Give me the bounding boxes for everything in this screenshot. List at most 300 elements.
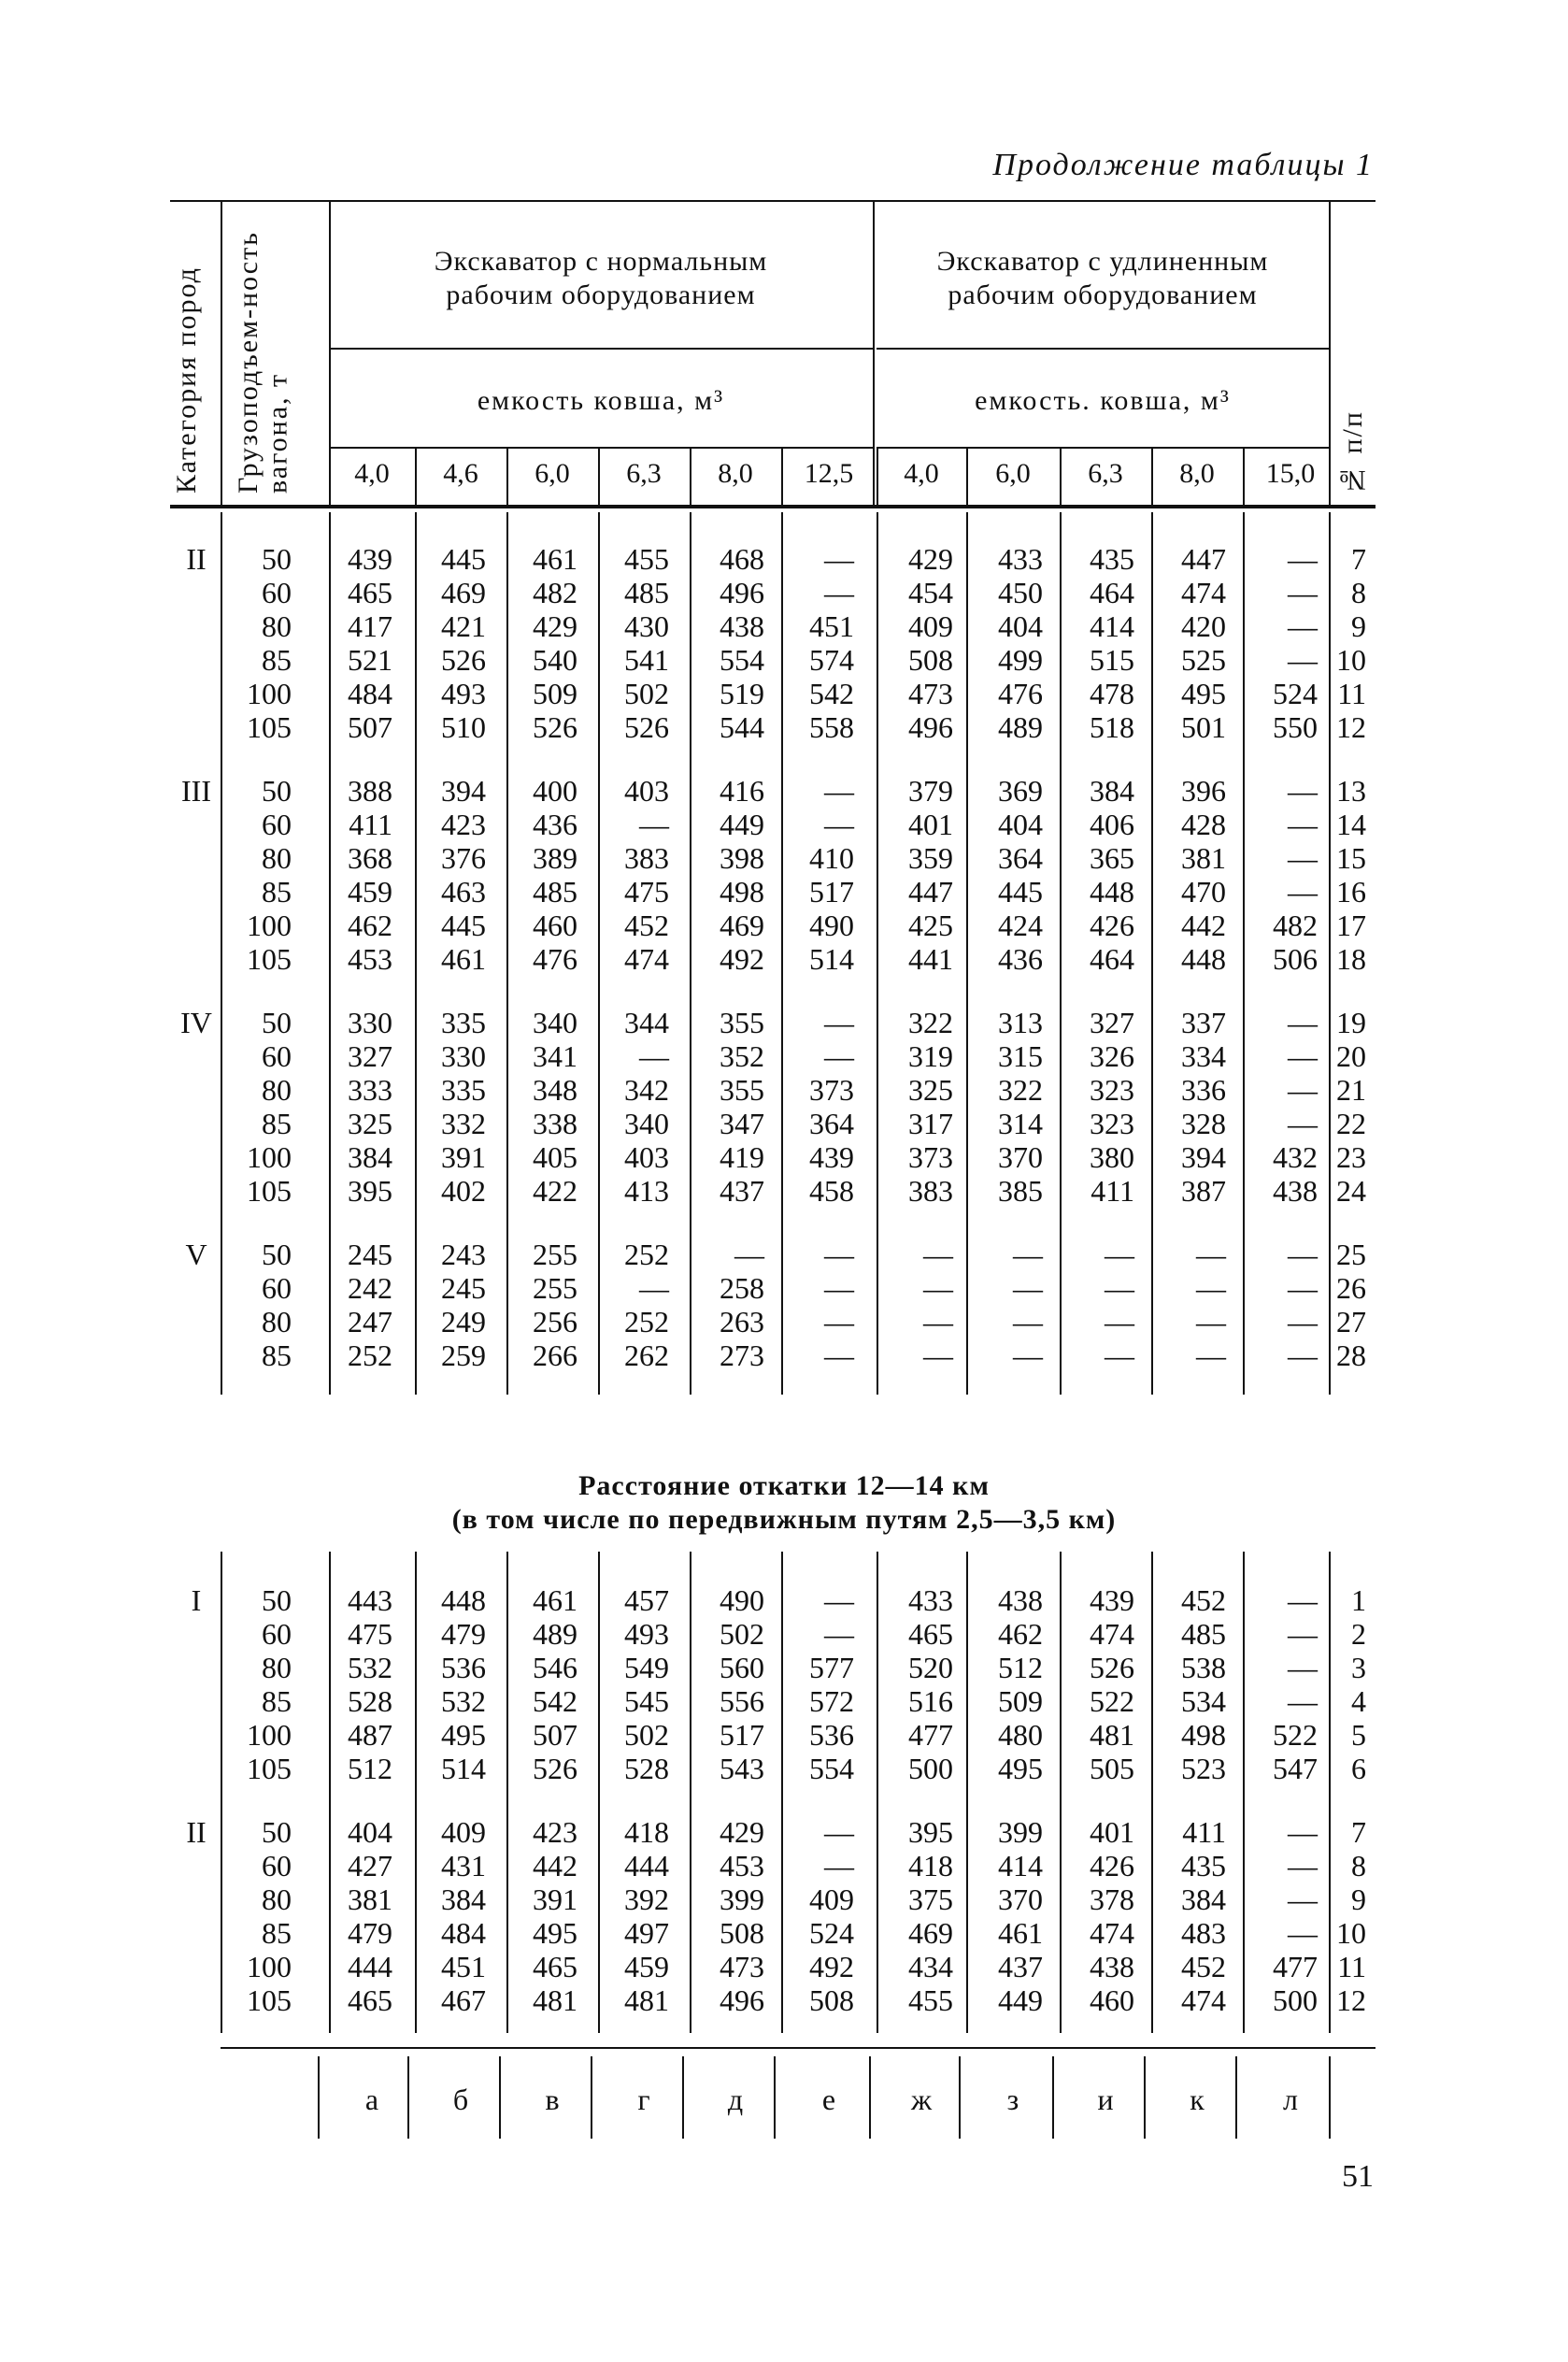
column-letter: е	[821, 2083, 836, 2116]
table-cell: 50	[262, 1238, 292, 1271]
table-cell: 482	[533, 576, 577, 609]
table-column	[690, 1238, 764, 1372]
table-cell: 480	[998, 1718, 1043, 1752]
table-cell: 341	[533, 1039, 577, 1073]
table-column	[1243, 1583, 1318, 1785]
table-cell: —	[923, 1338, 953, 1372]
table-cell: —	[1288, 1916, 1318, 1950]
table-cell: 7	[1351, 1815, 1366, 1849]
table-cell: 426	[1090, 1849, 1134, 1882]
table-cell: 100	[247, 1140, 292, 1174]
table-cell: 496	[720, 576, 764, 609]
table-cell: 326	[1090, 1039, 1134, 1073]
table-cell: —	[923, 1305, 953, 1338]
table-cell: 395	[348, 1174, 392, 1208]
table-cell: 496	[908, 710, 953, 744]
table-cell: 337	[1181, 1006, 1226, 1039]
table-cell: —	[1288, 609, 1318, 643]
table-cell: 550	[1273, 710, 1318, 744]
section-column-rule	[221, 1552, 222, 2033]
table-cell: 344	[624, 1006, 669, 1039]
column-letter: д	[727, 2083, 744, 2116]
table-cell: 502	[624, 677, 669, 710]
table-column	[1151, 542, 1226, 744]
column-letter: в	[545, 2083, 560, 2116]
table-cell: 447	[1181, 542, 1226, 576]
table-cell: 378	[1090, 1882, 1134, 1916]
table-cell: 542	[533, 1684, 577, 1718]
table-cell: 11	[1337, 1950, 1366, 1983]
table-cell: 474	[1181, 1983, 1226, 2017]
table-column	[1151, 1583, 1226, 1785]
table-cell: 467	[441, 1983, 486, 2017]
table-cell: 364	[809, 1107, 854, 1140]
table-cell: 50	[262, 1006, 292, 1039]
section-column-rule	[966, 1552, 968, 2033]
table-cell: 398	[720, 841, 764, 875]
section-column-rule	[781, 1552, 783, 2033]
table-column	[1319, 542, 1366, 744]
table-cell: —	[1288, 1815, 1318, 1849]
table-cell: —	[1105, 1305, 1134, 1338]
table-cell: 479	[348, 1916, 392, 1950]
table-cell: 325	[908, 1073, 953, 1107]
table-cell: 505	[1090, 1752, 1134, 1785]
table-cell: —	[1288, 1684, 1318, 1718]
column-letter: б	[452, 2083, 469, 2116]
table-column	[594, 542, 669, 744]
table-cell: 476	[533, 942, 577, 976]
rule-no	[1329, 200, 1331, 508]
table-cell: 400	[533, 774, 577, 808]
table-cell: —	[1105, 1338, 1134, 1372]
table-cell: —	[639, 808, 669, 841]
table-column	[779, 1583, 854, 1785]
table-cell: 532	[441, 1684, 486, 1718]
table-column	[878, 542, 953, 744]
section-column-rule	[598, 1552, 600, 2033]
table-cell: 502	[624, 1718, 669, 1752]
table-cell: 414	[1090, 609, 1134, 643]
header-number: № п/п	[1337, 410, 1368, 495]
sub-extended: емкость. ковша, м³	[975, 385, 1231, 416]
column-letter: з	[1006, 2083, 1019, 2116]
table-cell: 245	[348, 1238, 392, 1271]
table-cell: 100	[247, 677, 292, 710]
table-cell: 9	[1351, 609, 1366, 643]
table-cell: 409	[908, 609, 953, 643]
table-cell: 487	[348, 1718, 392, 1752]
table-cell: 464	[1090, 576, 1134, 609]
table-column	[217, 1238, 292, 1372]
table-cell: 481	[533, 1983, 577, 2017]
table-cell: 500	[908, 1752, 953, 1785]
section-column-rule	[877, 1552, 878, 2033]
table-cell: 340	[533, 1006, 577, 1039]
table-cell: 373	[809, 1073, 854, 1107]
table-cell: 379	[908, 774, 953, 808]
table-cell: 459	[624, 1950, 669, 1983]
table-cell: 319	[908, 1039, 953, 1073]
table-cell: 449	[720, 808, 764, 841]
table-cell: 23	[1336, 1140, 1366, 1174]
table-cell: 384	[1181, 1882, 1226, 1916]
table-cell: 462	[998, 1617, 1043, 1651]
table-cell: 401	[908, 808, 953, 841]
capacity-header-1: 4,6	[443, 458, 478, 489]
table-cell: 528	[348, 1684, 392, 1718]
table-cell: 381	[348, 1882, 392, 1916]
table-cell: 416	[720, 774, 764, 808]
table-column	[690, 1006, 764, 1208]
table-column	[1151, 1815, 1226, 2017]
table-cell: 327	[348, 1039, 392, 1073]
table-cell: 7	[1351, 542, 1366, 576]
table-cell: 105	[247, 1983, 292, 2017]
table-cell: 17	[1336, 909, 1366, 942]
table-cell: 510	[441, 710, 486, 744]
table-cell: 11	[1337, 677, 1366, 710]
table-cell: 441	[908, 942, 953, 976]
table-column	[968, 1583, 1043, 1785]
section-column-rule	[781, 512, 783, 1395]
table-cell: 524	[809, 1916, 854, 1950]
section-column-rule	[506, 1552, 508, 2033]
table-cell: 4	[1351, 1684, 1366, 1718]
table-cell: 479	[441, 1617, 486, 1651]
table-cell: 517	[720, 1718, 764, 1752]
header-rule-extended-sub	[877, 447, 1329, 449]
table-cell: 85	[262, 1916, 292, 1950]
rule-cat	[221, 200, 222, 508]
table-cell: 526	[533, 1752, 577, 1785]
table-cell: 385	[998, 1174, 1043, 1208]
table-cell: 427	[348, 1849, 392, 1882]
table-cell: 432	[1273, 1140, 1318, 1174]
table-cell: 439	[1090, 1583, 1134, 1617]
table-cell: 50	[262, 1815, 292, 1849]
table-cell: 60	[262, 808, 292, 841]
table-column	[779, 1238, 854, 1372]
table-cell: 473	[720, 1950, 764, 1983]
table-cell: —	[1105, 1238, 1134, 1271]
section-column-rule	[1243, 512, 1245, 1395]
table-cell: 492	[809, 1950, 854, 1983]
table-cell: —	[824, 1849, 854, 1882]
table-cell: 323	[1090, 1107, 1134, 1140]
table-top-rule	[170, 200, 1376, 202]
table-cell: 369	[998, 774, 1043, 808]
table-cell: 518	[1090, 710, 1134, 744]
table-cell: 342	[624, 1073, 669, 1107]
footer-column-rule	[682, 2056, 684, 2139]
rule-cap-10	[1151, 447, 1153, 508]
table-cell: 424	[998, 909, 1043, 942]
section-column-rule	[506, 512, 508, 1395]
sub-normal: емкость ковша, м³	[477, 385, 725, 416]
table-cell: 394	[1181, 1140, 1226, 1174]
table-caption: Продолжение таблицы 1	[992, 148, 1374, 182]
table-cell: 485	[1181, 1617, 1226, 1651]
table-cell: 500	[1273, 1983, 1318, 2017]
table-cell: 465	[348, 1983, 392, 2017]
table-cell: 463	[441, 875, 486, 909]
header-category: Категория пород	[171, 266, 202, 494]
table-cell: —	[734, 1238, 764, 1271]
table-cell: 457	[624, 1583, 669, 1617]
table-cell: 538	[1181, 1651, 1226, 1684]
table-column	[779, 774, 854, 976]
table-cell: 328	[1181, 1107, 1226, 1140]
capacity-header-5: 12,5	[804, 458, 854, 489]
table-cell: 389	[533, 841, 577, 875]
table-column	[503, 1583, 577, 1785]
table-column	[878, 1583, 953, 1785]
table-cell: 80	[262, 1305, 292, 1338]
table-column	[690, 774, 764, 976]
capacity-header-3: 6,3	[626, 458, 662, 489]
rule-cap-11	[1243, 447, 1245, 508]
table-cell: 498	[1181, 1718, 1226, 1752]
table-cell: 387	[1181, 1174, 1226, 1208]
table-cell: —	[639, 1271, 669, 1305]
table-cell: —	[1013, 1238, 1043, 1271]
capacity-header-6: 4,0	[904, 458, 939, 489]
table-cell: 388	[348, 774, 392, 808]
table-cell: —	[1196, 1338, 1226, 1372]
table-cell: 18	[1336, 942, 1366, 976]
rule-cap-4	[598, 447, 600, 508]
column-letter: и	[1097, 2083, 1114, 2116]
table-cell: 60	[262, 1271, 292, 1305]
table-cell: 475	[624, 875, 669, 909]
table-cell: 105	[247, 1174, 292, 1208]
table-cell: 25	[1336, 1238, 1366, 1271]
table-cell: 325	[348, 1107, 392, 1140]
table-cell: 100	[247, 909, 292, 942]
table-cell: 485	[624, 576, 669, 609]
table-cell: 50	[262, 542, 292, 576]
table-cell: 423	[533, 1815, 577, 1849]
table-column	[878, 1815, 953, 2017]
table-cell: —	[824, 1305, 854, 1338]
table-cell: 60	[262, 1849, 292, 1882]
table-cell: 322	[998, 1073, 1043, 1107]
page-number: 51	[1342, 2159, 1374, 2194]
table-cell: —	[824, 1238, 854, 1271]
table-cell: 100	[247, 1950, 292, 1983]
table-cell: 9	[1351, 1882, 1366, 1916]
table-cell: 489	[533, 1617, 577, 1651]
table-cell: 455	[624, 542, 669, 576]
table-cell: 489	[998, 710, 1043, 744]
table-cell: —	[824, 1271, 854, 1305]
table-cell: —	[1288, 576, 1318, 609]
table-cell: 85	[262, 1684, 292, 1718]
table-cell: 532	[348, 1651, 392, 1684]
table-cell: 263	[720, 1305, 764, 1338]
table-cell: 396	[1181, 774, 1226, 808]
table-cell: 383	[908, 1174, 953, 1208]
section-column-rule	[1151, 1552, 1153, 2033]
table-cell: 483	[1181, 1916, 1226, 1950]
table-cell: 80	[262, 1651, 292, 1684]
section-column-rule	[1329, 1552, 1331, 2033]
table-cell: 243	[441, 1238, 486, 1271]
table-cell: 428	[1181, 808, 1226, 841]
table-column	[217, 774, 292, 976]
table-cell: 401	[1090, 1815, 1134, 1849]
table-cell: 80	[262, 1073, 292, 1107]
table-cell: 469	[441, 576, 486, 609]
table-cell: 313	[998, 1006, 1043, 1039]
table-cell: 323	[1090, 1073, 1134, 1107]
footer-rule	[221, 2047, 1376, 2049]
table-cell: —	[1288, 808, 1318, 841]
table-cell: 404	[998, 609, 1043, 643]
table-cell: 256	[533, 1305, 577, 1338]
table-cell: 438	[720, 609, 764, 643]
table-cell: 60	[262, 1039, 292, 1073]
table-column	[878, 1238, 953, 1372]
table-cell: 520	[908, 1651, 953, 1684]
table-cell: —	[824, 576, 854, 609]
table-cell: 549	[624, 1651, 669, 1684]
table-cell: 314	[998, 1107, 1043, 1140]
table-cell: 10	[1336, 643, 1366, 677]
capacity-header-8: 6,3	[1088, 458, 1123, 489]
table-cell: 335	[441, 1006, 486, 1039]
table-column	[1060, 1006, 1134, 1208]
table-cell: 536	[809, 1718, 854, 1752]
table-cell: 460	[533, 909, 577, 942]
table-cell: —	[1288, 1651, 1318, 1684]
table-column	[503, 1238, 577, 1372]
section-column-rule	[329, 1552, 331, 2033]
table-cell: 473	[908, 677, 953, 710]
table-cell: 420	[1181, 609, 1226, 643]
table-cell: —	[1288, 1338, 1318, 1372]
table-cell: 452	[1181, 1583, 1226, 1617]
section-column-rule	[415, 512, 417, 1395]
table-cell: 501	[1181, 710, 1226, 744]
table-cell: 411	[1182, 1815, 1226, 1849]
capacity-header-7: 6,0	[995, 458, 1031, 489]
table-cell: 470	[1181, 875, 1226, 909]
table-cell: —	[1013, 1338, 1043, 1372]
table-cell: 411	[349, 808, 392, 841]
table-cell: 458	[809, 1174, 854, 1208]
table-cell: 448	[1181, 942, 1226, 976]
table-cell: 411	[1090, 1174, 1134, 1208]
table-cell: 556	[720, 1684, 764, 1718]
table-cell: 452	[624, 909, 669, 942]
table-cell: 430	[624, 609, 669, 643]
table-column	[968, 1815, 1043, 2017]
table-cell: —	[1196, 1238, 1226, 1271]
category-label: II	[186, 542, 207, 576]
table-cell: 403	[624, 1140, 669, 1174]
table-cell: 26	[1336, 1271, 1366, 1305]
rule-cap-9	[1060, 447, 1062, 508]
table-cell: —	[1288, 774, 1318, 808]
table-cell: 469	[720, 909, 764, 942]
header-capacity: Грузоподъем-ность вагона, т	[233, 231, 293, 494]
column-letter: л	[1283, 2083, 1298, 2116]
table-cell: 85	[262, 875, 292, 909]
table-column	[968, 542, 1043, 744]
table-cell: 6	[1351, 1752, 1366, 1785]
table-cell: 497	[624, 1916, 669, 1950]
table-column	[594, 1238, 669, 1372]
table-cell: 327	[1090, 1006, 1134, 1039]
table-cell: 444	[348, 1950, 392, 1983]
section-column-rule	[1151, 512, 1153, 1395]
table-cell: 528	[624, 1752, 669, 1785]
table-cell: 418	[908, 1849, 953, 1882]
table-cell: 247	[348, 1305, 392, 1338]
table-cell: 526	[1090, 1651, 1134, 1684]
column-letter: к	[1190, 2083, 1205, 2116]
table-cell: 352	[720, 1039, 764, 1073]
table-cell: 338	[533, 1107, 577, 1140]
table-column	[503, 774, 577, 976]
section-column-rule	[221, 512, 222, 1395]
table-cell: 406	[1090, 808, 1134, 841]
table-cell: 476	[998, 677, 1043, 710]
section-column-rule	[1060, 512, 1062, 1395]
table-cell: 368	[348, 841, 392, 875]
table-cell: —	[1288, 643, 1318, 677]
table-column	[1319, 1815, 1366, 2017]
table-cell: 425	[908, 909, 953, 942]
section-column-rule	[877, 512, 878, 1395]
capacity-header-0: 4,0	[354, 458, 390, 489]
table-cell: 423	[441, 808, 486, 841]
table-cell: 560	[720, 1651, 764, 1684]
table-cell: 262	[624, 1338, 669, 1372]
table-cell: 421	[441, 609, 486, 643]
table-cell: 105	[247, 710, 292, 744]
table-cell: 1	[1351, 1583, 1366, 1617]
table-cell: —	[1105, 1271, 1134, 1305]
table-cell: 370	[998, 1882, 1043, 1916]
table-cell: —	[1288, 1271, 1318, 1305]
table-column	[1243, 1815, 1318, 2017]
table-cell: —	[1196, 1305, 1226, 1338]
table-cell: 439	[809, 1140, 854, 1174]
capacity-header-10: 15,0	[1265, 458, 1316, 489]
table-cell: 475	[348, 1617, 392, 1651]
table-column	[690, 542, 764, 744]
table-cell: 2	[1351, 1617, 1366, 1651]
table-column	[968, 1238, 1043, 1372]
table-cell: 16	[1336, 875, 1366, 909]
table-cell: 451	[809, 609, 854, 643]
table-cell: 422	[533, 1174, 577, 1208]
table-column	[411, 1006, 486, 1208]
table-cell: 464	[1090, 942, 1134, 976]
table-cell: —	[824, 1338, 854, 1372]
table-cell: 544	[720, 710, 764, 744]
table-column	[1060, 1815, 1134, 2017]
table-cell: 391	[533, 1882, 577, 1916]
table-cell: 399	[720, 1882, 764, 1916]
table-cell: 403	[624, 774, 669, 808]
table-cell: —	[1288, 1882, 1318, 1916]
table-cell: 547	[1273, 1752, 1318, 1785]
table-cell: 437	[998, 1950, 1043, 1983]
